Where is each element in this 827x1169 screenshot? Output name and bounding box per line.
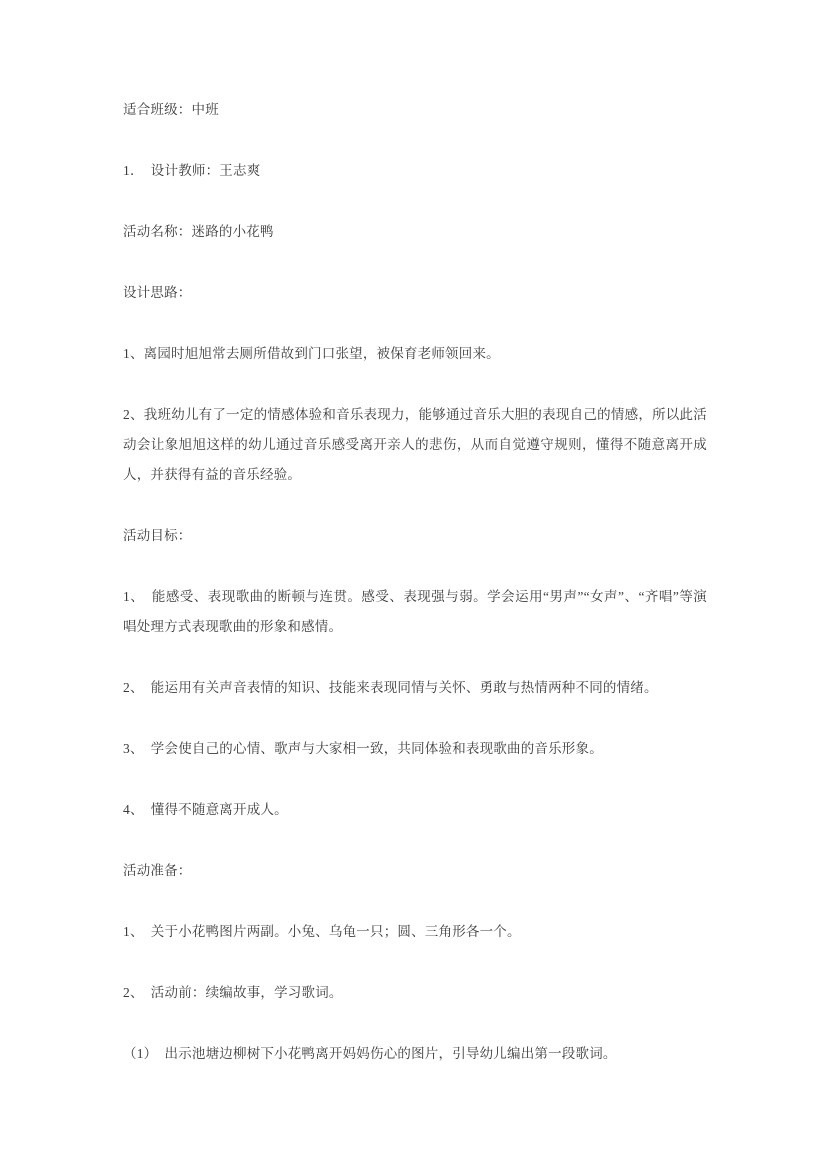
heading-activity-goals: 活动目标： bbox=[123, 528, 192, 543]
design-idea-item-2: 2、我班幼儿有了一定的情感体验和音乐表现力，能够通过音乐大胆的表现自己的情感，所以此活动会让象旭旭这样的幼儿通过音乐感受离开亲人的悲伤，从而自觉遵守规则，懂得不随意离开成人，并获得有益的音乐经验。 bbox=[123, 407, 707, 482]
prep-sub-item-1: （1） 出示池塘边柳树下小花鸭离开妈妈伤心的图片，引导幼儿编出第一段歌词。 bbox=[123, 1046, 617, 1061]
goal-item-4: 4、 懂得不随意离开成人。 bbox=[123, 802, 288, 817]
heading-design-ideas: 设计思路： bbox=[123, 285, 192, 300]
paragraph-suitable-class: 适合班级：中班 bbox=[123, 102, 219, 117]
goal-item-1: 1、 能感受、表现歌曲的断顿与连贯。感受、表现强与弱。学会运用“男声”“女声”、“齐唱”等演唱处理方式表现歌曲的形象和感情。 bbox=[123, 589, 707, 634]
prep-item-2: 2、 活动前：续编故事，学习歌词。 bbox=[123, 985, 343, 1000]
paragraph-designer: 1． 设计教师：王志爽 bbox=[123, 163, 261, 178]
goal-item-3: 3、 学会使自己的心情、歌声与大家相一致，共同体验和表现歌曲的音乐形象。 bbox=[123, 741, 603, 756]
paragraph-activity-name: 活动名称：迷路的小花鸭 bbox=[123, 224, 274, 239]
goal-item-2: 2、 能运用有关声音表情的知识、技能来表现同情与关怀、勇敢与热情两种不同的情绪。 bbox=[123, 680, 658, 695]
prep-item-1: 1、 关于小花鸭图片两副。小兔、乌龟一只；圆、三角形各一个。 bbox=[123, 924, 521, 939]
heading-activity-prep: 活动准备： bbox=[123, 863, 192, 878]
design-idea-item-1: 1、离园时旭旭常去厕所借故到门口张望，被保育老师领回来。 bbox=[123, 346, 500, 361]
